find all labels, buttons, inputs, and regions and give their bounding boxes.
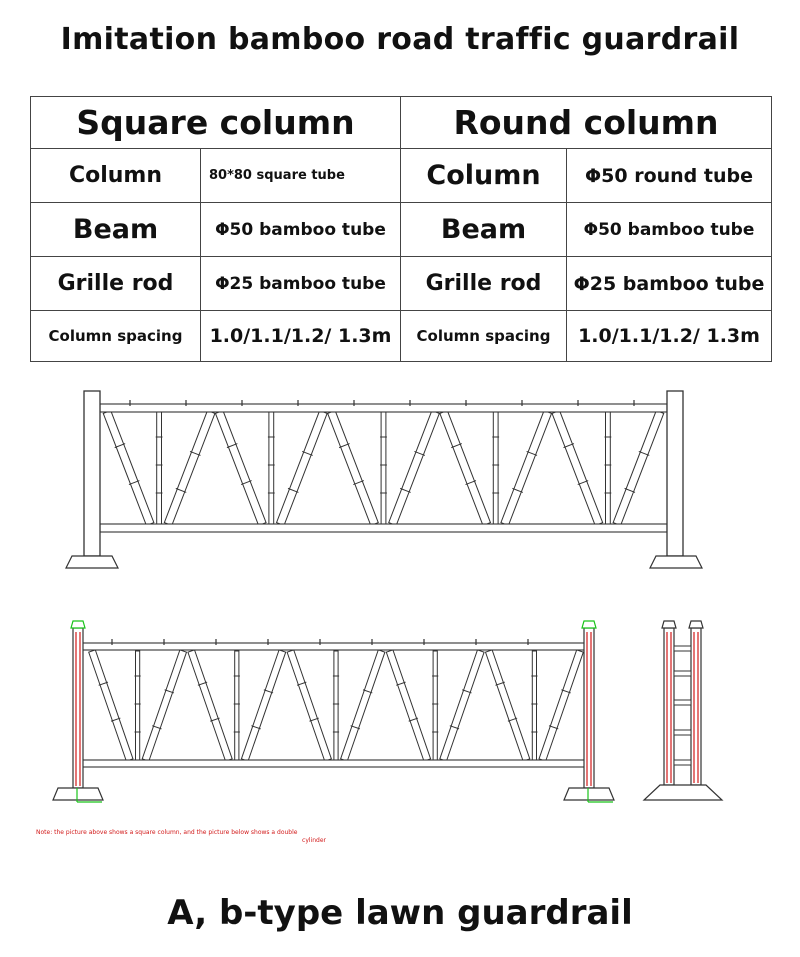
- row-label: Beam: [401, 203, 567, 257]
- diagonal-rod: [215, 411, 266, 526]
- square-column: [667, 391, 683, 556]
- cylinder-cap: [662, 621, 676, 628]
- row-value: 1.0/1.1/1.2/ 1.3m: [567, 311, 772, 362]
- beam: [82, 760, 590, 767]
- diagonal-rod: [241, 650, 285, 761]
- row-value: 80*80 square tube: [201, 149, 401, 203]
- diagonal-rod: [164, 411, 215, 526]
- diagonal-rod: [501, 411, 552, 526]
- diagonal-rod: [142, 650, 186, 761]
- diagonal-rod: [341, 650, 385, 761]
- grille-rod: [381, 412, 386, 524]
- row-label: Column: [401, 149, 567, 203]
- diagonal-rod: [539, 650, 583, 761]
- note-line-2: cylinder: [302, 837, 326, 844]
- grille-rod: [235, 651, 239, 760]
- grille-rod: [493, 412, 498, 524]
- column-base: [66, 556, 118, 568]
- square-column-fence-elevation: [66, 391, 702, 568]
- row-value: Φ25 bamboo tube: [567, 257, 772, 311]
- row-label: Grille rod: [401, 257, 567, 311]
- diagonal-rod: [613, 411, 664, 526]
- diagonal-rod: [188, 650, 232, 761]
- row-label: Beam: [31, 203, 201, 257]
- grille-rod: [606, 412, 611, 524]
- column-base: [53, 788, 103, 800]
- row-value: Φ25 bamboo tube: [201, 257, 401, 311]
- note-line-1: Note: the picture above shows a square column, and the picture below shows a double: [36, 829, 298, 836]
- diagonal-rod: [277, 411, 328, 526]
- row-value: Φ50 bamboo tube: [201, 203, 401, 257]
- row-label: Column: [31, 149, 201, 203]
- column-base: [650, 556, 702, 568]
- round-column: [73, 628, 83, 788]
- grille-rod: [334, 651, 338, 760]
- side-cylinder: [664, 628, 674, 785]
- beam: [82, 643, 590, 650]
- row-label: Column spacing: [401, 311, 567, 362]
- grille-rod: [157, 412, 162, 524]
- grille-rod: [532, 651, 536, 760]
- grille-rod: [433, 651, 437, 760]
- beam: [100, 524, 667, 532]
- row-value: Φ50 round tube: [567, 149, 772, 203]
- row-value: Φ50 bamboo tube: [567, 203, 772, 257]
- column-base: [564, 788, 614, 800]
- diagonal-rod: [386, 650, 430, 761]
- diagonal-rod: [89, 650, 133, 761]
- drawing-note: [36, 829, 336, 845]
- side-rung: [674, 730, 691, 735]
- column-cap: [71, 621, 85, 628]
- diagonal-rod: [485, 650, 529, 761]
- side-cylinder: [691, 628, 701, 785]
- cylinder-cap: [689, 621, 703, 628]
- column-cap: [582, 621, 596, 628]
- square-column: [84, 391, 100, 556]
- diagonal-rod: [552, 411, 603, 526]
- grille-rod: [269, 412, 274, 524]
- grille-rod: [136, 651, 140, 760]
- diagonal-rod: [440, 650, 484, 761]
- side-rung: [674, 760, 691, 765]
- diagonal-rod: [440, 411, 491, 526]
- diagonal-rod: [103, 411, 154, 526]
- round-column-header: Round column: [401, 97, 772, 149]
- diagonal-rod: [328, 411, 379, 526]
- side-base: [644, 785, 722, 800]
- diagonal-rod: [287, 650, 331, 761]
- double-cylinder-side-view: [644, 621, 722, 800]
- row-label: Column spacing: [31, 311, 201, 362]
- footer-caption: A, b-type lawn guardrail: [167, 893, 633, 933]
- page-title: Imitation bamboo road traffic guardrail: [60, 22, 740, 57]
- row-label: Grille rod: [31, 257, 201, 311]
- round-column: [584, 628, 594, 788]
- side-rung: [674, 700, 691, 705]
- diagonal-rod: [389, 411, 440, 526]
- side-rung: [674, 671, 691, 676]
- row-value: 1.0/1.1/1.2/ 1.3m: [201, 311, 401, 362]
- double-cylinder-fence-elevation: [53, 621, 614, 802]
- square-column-header: Square column: [31, 97, 401, 149]
- side-rung: [674, 646, 691, 651]
- beam: [100, 404, 667, 412]
